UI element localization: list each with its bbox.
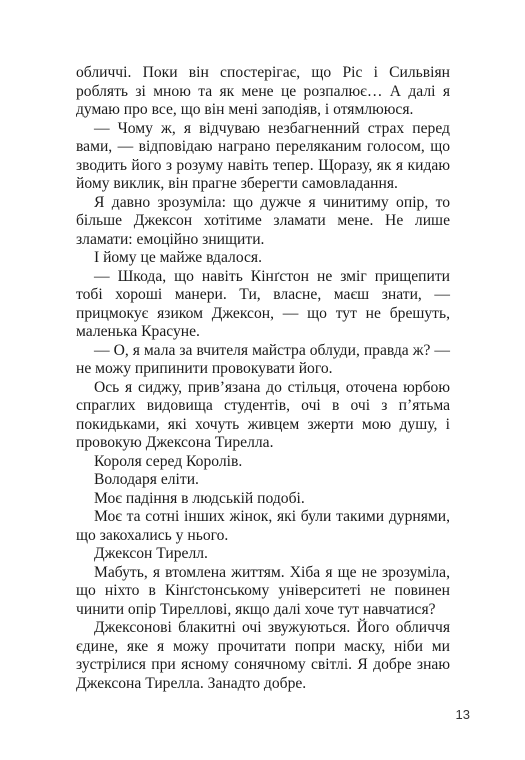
paragraph: Короля серед Королів. — [94, 452, 243, 470]
paragraph: — О, я мала за вчителя майстра облуди, правда ж? — не можу припинити провокувати його. — [76, 341, 450, 377]
paragraph: Мабуть, я втомлена життям. Хіба я ще не зрозуміла, що ніхто в Кінґстонському університеті не повинен чинити опір Тиреллові, якщо далі хоче тут навчатися? — [76, 563, 450, 618]
paragraph: Джексонові блакитні очі звужуються. Його обличчя єдине, яке я можу прочитати попри маску, ніби ми зустрілися при ясному сонячному світлі. Я добре знаю Джексона Тирелла. Занадто добре. — [76, 619, 450, 692]
paragraph: Моє та сотні інших жінок, які були такими дурнями, що закохались у нього. — [76, 508, 450, 544]
paragraph: І йому це майже вдалося. — [94, 249, 263, 266]
paragraph: — Шкода, що навіть Кінґстон не зміг прищепити тобі хороші манери. Ти, власне, маєш знати, — прицмокує язиком Джексон, — що тут не брешуть, маленька Красуне. — [76, 267, 450, 340]
paragraph: Ось я сиджу, прив’язана до стільця, оточена юрбою спраглих видовища студентів, очі в очі з п’ятьма покидьками, які хочуть живцем зжерти мою душу, і провокую Джексона Тирелла. — [76, 378, 450, 451]
page-number: 13 — [455, 707, 470, 722]
paragraph: Моє падіння в людській подобі. — [94, 489, 305, 507]
paragraph: Володаря еліти. — [94, 471, 199, 488]
paragraph: — Чому ж, я відчуваю незбагненний страх перед вами, — відповідаю награно переляканим голосом, що зводить його з розуму навіть тепер. Щоразу, як я кидаю йому виклик, він прагне зберегти самовладання. — [76, 119, 450, 192]
paragraph: Джексон Тирелл. — [94, 545, 208, 562]
paragraph: Я давно зрозуміла: що дужче я чинитиму опір, то більше Джексон хотітиме зламати мене. Не лише зламати: емоційно знищити. — [76, 193, 450, 248]
paragraph: обличчі. Поки він спостерігає, що Ріс і Сильвіян роблять зі мною та як мене це розпалює… А далі я думаю про все, що він мені заподіяв, і отямлююся. — [76, 64, 450, 118]
body-text — [76, 64, 450, 693]
